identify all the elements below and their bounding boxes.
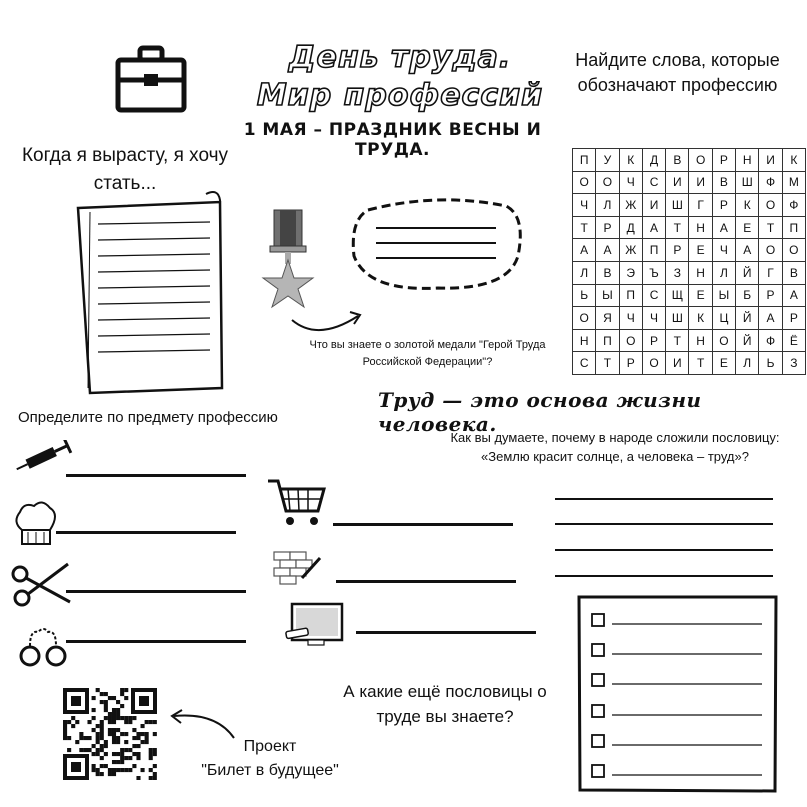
grid-row	[573, 149, 806, 172]
grid-row	[573, 284, 806, 307]
grow-up-text: Когда я вырасту, я хочу стать...	[21, 145, 229, 194]
grid-cell[interactable]: П	[782, 216, 805, 239]
wordsearch-instruction: Найдите слова, которые обозначают профессию	[575, 50, 780, 95]
grid-cell[interactable]: Ь	[759, 352, 782, 375]
grid-cell[interactable]: А	[596, 239, 619, 262]
grid-cell[interactable]: Ф	[759, 329, 782, 352]
grid-cell[interactable]: О	[782, 239, 805, 262]
grid-cell[interactable]: С	[573, 352, 596, 375]
grid-cell[interactable]: Т	[573, 216, 596, 239]
grid-row	[573, 329, 806, 352]
grid-cell[interactable]: Г	[689, 194, 712, 217]
grid-cell[interactable]: И	[666, 352, 689, 375]
grid-cell[interactable]: Р	[782, 307, 805, 330]
motto: Труд — это основа жизни человека.	[378, 388, 702, 436]
grid-cell[interactable]: В	[666, 149, 689, 172]
grid-cell[interactable]: А	[573, 239, 596, 262]
project-line-1: Проект	[243, 738, 297, 755]
answer-line-syringe[interactable]	[66, 474, 246, 477]
grid-cell[interactable]: К	[689, 307, 712, 330]
grid-cell[interactable]: З	[666, 261, 689, 284]
project-line-2: "Билет в будущее"	[201, 762, 339, 779]
grid-cell[interactable]: Е	[689, 284, 712, 307]
grid-cell[interactable]: В	[712, 171, 735, 194]
grid-cell[interactable]: Щ	[666, 284, 689, 307]
grid-cell[interactable]: О	[759, 194, 782, 217]
grid-cell[interactable]: С	[642, 284, 665, 307]
medal-icon	[258, 208, 318, 312]
grid-cell[interactable]: О	[689, 149, 712, 172]
syringe-icon	[12, 440, 74, 474]
grid-cell[interactable]: Ф	[782, 194, 805, 217]
grid-cell[interactable]: Ь	[573, 284, 596, 307]
project-label	[180, 735, 360, 783]
grid-row	[573, 194, 806, 217]
grid-cell[interactable]: Л	[573, 261, 596, 284]
define-heading: Определите по предмету профессию	[18, 409, 278, 426]
title-line-2: Мир профессий	[256, 78, 544, 113]
grid-cell[interactable]: Н	[573, 329, 596, 352]
chef-hat-icon	[12, 500, 58, 550]
grid-cell[interactable]: Т	[666, 216, 689, 239]
chalkboard-icon	[284, 602, 346, 648]
grid-cell[interactable]: П	[642, 239, 665, 262]
grid-cell[interactable]: О	[619, 329, 642, 352]
grid-cell[interactable]: С	[642, 171, 665, 194]
grid-cell[interactable]: Ш	[736, 171, 759, 194]
answer-line-chalkboard[interactable]	[356, 631, 536, 634]
grid-cell[interactable]: Ы	[596, 284, 619, 307]
grid-cell[interactable]: Л	[596, 194, 619, 217]
grid-cell[interactable]: И	[642, 194, 665, 217]
grid-cell[interactable]: Т	[689, 352, 712, 375]
grid-cell[interactable]: Ч	[642, 307, 665, 330]
grid-cell[interactable]: Ё	[782, 329, 805, 352]
answer-line-handcuffs[interactable]	[66, 640, 246, 643]
wordsearch-grid	[572, 148, 806, 375]
grid-cell[interactable]: Ч	[573, 194, 596, 217]
other-proverbs-question: А какие ещё пословицы о труде вы знаете?	[343, 682, 547, 726]
grid-cell[interactable]: Л	[712, 261, 735, 284]
grid-cell[interactable]: Р	[642, 329, 665, 352]
grid-cell[interactable]: В	[596, 261, 619, 284]
grid-cell[interactable]: Р	[666, 239, 689, 262]
grid-cell[interactable]: Ч	[619, 307, 642, 330]
grid-row	[573, 216, 806, 239]
grid-cell[interactable]: Р	[619, 352, 642, 375]
grid-cell[interactable]: Н	[689, 261, 712, 284]
grid-cell[interactable]: А	[642, 216, 665, 239]
grid-cell[interactable]: Т	[759, 216, 782, 239]
grid-cell[interactable]: О	[573, 171, 596, 194]
grid-cell[interactable]: П	[619, 284, 642, 307]
title-line-1: День труда.	[288, 40, 512, 75]
grid-cell[interactable]: У	[596, 149, 619, 172]
grid-cell[interactable]: Г	[759, 261, 782, 284]
grid-cell[interactable]: О	[596, 171, 619, 194]
medal-question: Что вы знаете о золотой медали "Герой Труда Российской Федерации"?	[309, 339, 546, 368]
grid-cell[interactable]: Ж	[619, 194, 642, 217]
grid-cell[interactable]: Я	[596, 307, 619, 330]
checklist-paper	[576, 594, 780, 794]
grid-cell[interactable]: А	[712, 216, 735, 239]
proverb-line-4[interactable]	[555, 575, 773, 577]
grid-cell[interactable]: Ц	[712, 307, 735, 330]
qr-code	[63, 688, 157, 780]
bricks-icon	[272, 548, 324, 588]
grid-cell[interactable]: Д	[619, 216, 642, 239]
proverb-line-1[interactable]	[555, 498, 773, 500]
grid-cell[interactable]: Д	[642, 149, 665, 172]
grid-cell[interactable]: Ч	[712, 239, 735, 262]
grid-cell[interactable]: Б	[736, 284, 759, 307]
grid-cell[interactable]: О	[573, 307, 596, 330]
grid-cell[interactable]: Ш	[666, 307, 689, 330]
grid-cell[interactable]: Р	[596, 216, 619, 239]
proverb-question: Как вы думаете, почему в народе сложили пословицу: «Землю красит солнце, а человека – труд»?	[450, 430, 780, 464]
grid-cell[interactable]: Ф	[759, 171, 782, 194]
grid-cell[interactable]: А	[759, 307, 782, 330]
grid-row	[573, 239, 806, 262]
shopping-cart-icon	[266, 477, 326, 529]
grid-cell[interactable]: Р	[712, 194, 735, 217]
subtitle: 1 МАЯ – ПРАЗДНИК ВЕСНЫ И ТРУДА.	[243, 120, 542, 160]
grid-cell[interactable]: О	[759, 239, 782, 262]
grid-row	[573, 307, 806, 330]
grid-cell[interactable]: И	[666, 171, 689, 194]
grid-row	[573, 171, 806, 194]
grid-cell[interactable]: Н	[689, 216, 712, 239]
grid-cell[interactable]: Е	[689, 239, 712, 262]
grid-cell[interactable]: Ч	[619, 171, 642, 194]
grid-cell[interactable]: Ш	[666, 194, 689, 217]
answer-line-bricks[interactable]	[336, 580, 516, 583]
answer-line-chef-hat[interactable]	[56, 531, 236, 534]
answer-line-scissors[interactable]	[66, 590, 246, 593]
grid-cell[interactable]: М	[782, 171, 805, 194]
grid-cell[interactable]: Т	[666, 329, 689, 352]
grid-cell[interactable]: К	[782, 149, 805, 172]
grid-cell[interactable]: К	[736, 194, 759, 217]
grid-cell[interactable]: Е	[712, 352, 735, 375]
grid-cell[interactable]: Э	[619, 261, 642, 284]
grid-cell[interactable]: Т	[596, 352, 619, 375]
grid-cell[interactable]: Н	[736, 149, 759, 172]
grid-cell[interactable]: О	[642, 352, 665, 375]
grid-row	[573, 261, 806, 284]
grid-cell[interactable]: Ж	[619, 239, 642, 262]
notebook-paper	[70, 188, 230, 398]
proverb-line-3[interactable]	[555, 549, 773, 551]
grid-cell[interactable]: Й	[736, 307, 759, 330]
grid-cell[interactable]: Н	[689, 329, 712, 352]
proverb-line-2[interactable]	[555, 523, 773, 525]
grid-cell[interactable]: А	[736, 239, 759, 262]
grid-cell[interactable]: Ы	[712, 284, 735, 307]
grid-cell[interactable]: З	[782, 352, 805, 375]
grid-cell[interactable]: П	[573, 149, 596, 172]
grid-cell[interactable]: Й	[736, 329, 759, 352]
grid-cell[interactable]: К	[619, 149, 642, 172]
grid-cell[interactable]: Й	[736, 261, 759, 284]
answer-line-cart[interactable]	[333, 523, 513, 526]
grid-cell[interactable]: И	[689, 171, 712, 194]
grid-cell[interactable]: Е	[736, 216, 759, 239]
scissors-icon	[8, 560, 74, 610]
handcuffs-icon	[18, 624, 68, 670]
grid-cell[interactable]: И	[759, 149, 782, 172]
grid-cell[interactable]: Р	[759, 284, 782, 307]
grid-cell[interactable]: А	[782, 284, 805, 307]
answer-bubble	[348, 196, 526, 296]
grid-cell[interactable]: В	[782, 261, 805, 284]
grid-cell[interactable]: Ъ	[642, 261, 665, 284]
grid-cell[interactable]: Л	[736, 352, 759, 375]
grid-cell[interactable]: Р	[712, 149, 735, 172]
grid-row	[573, 352, 806, 375]
grid-cell[interactable]: О	[712, 329, 735, 352]
grid-cell[interactable]: П	[596, 329, 619, 352]
briefcase-icon	[114, 44, 188, 114]
